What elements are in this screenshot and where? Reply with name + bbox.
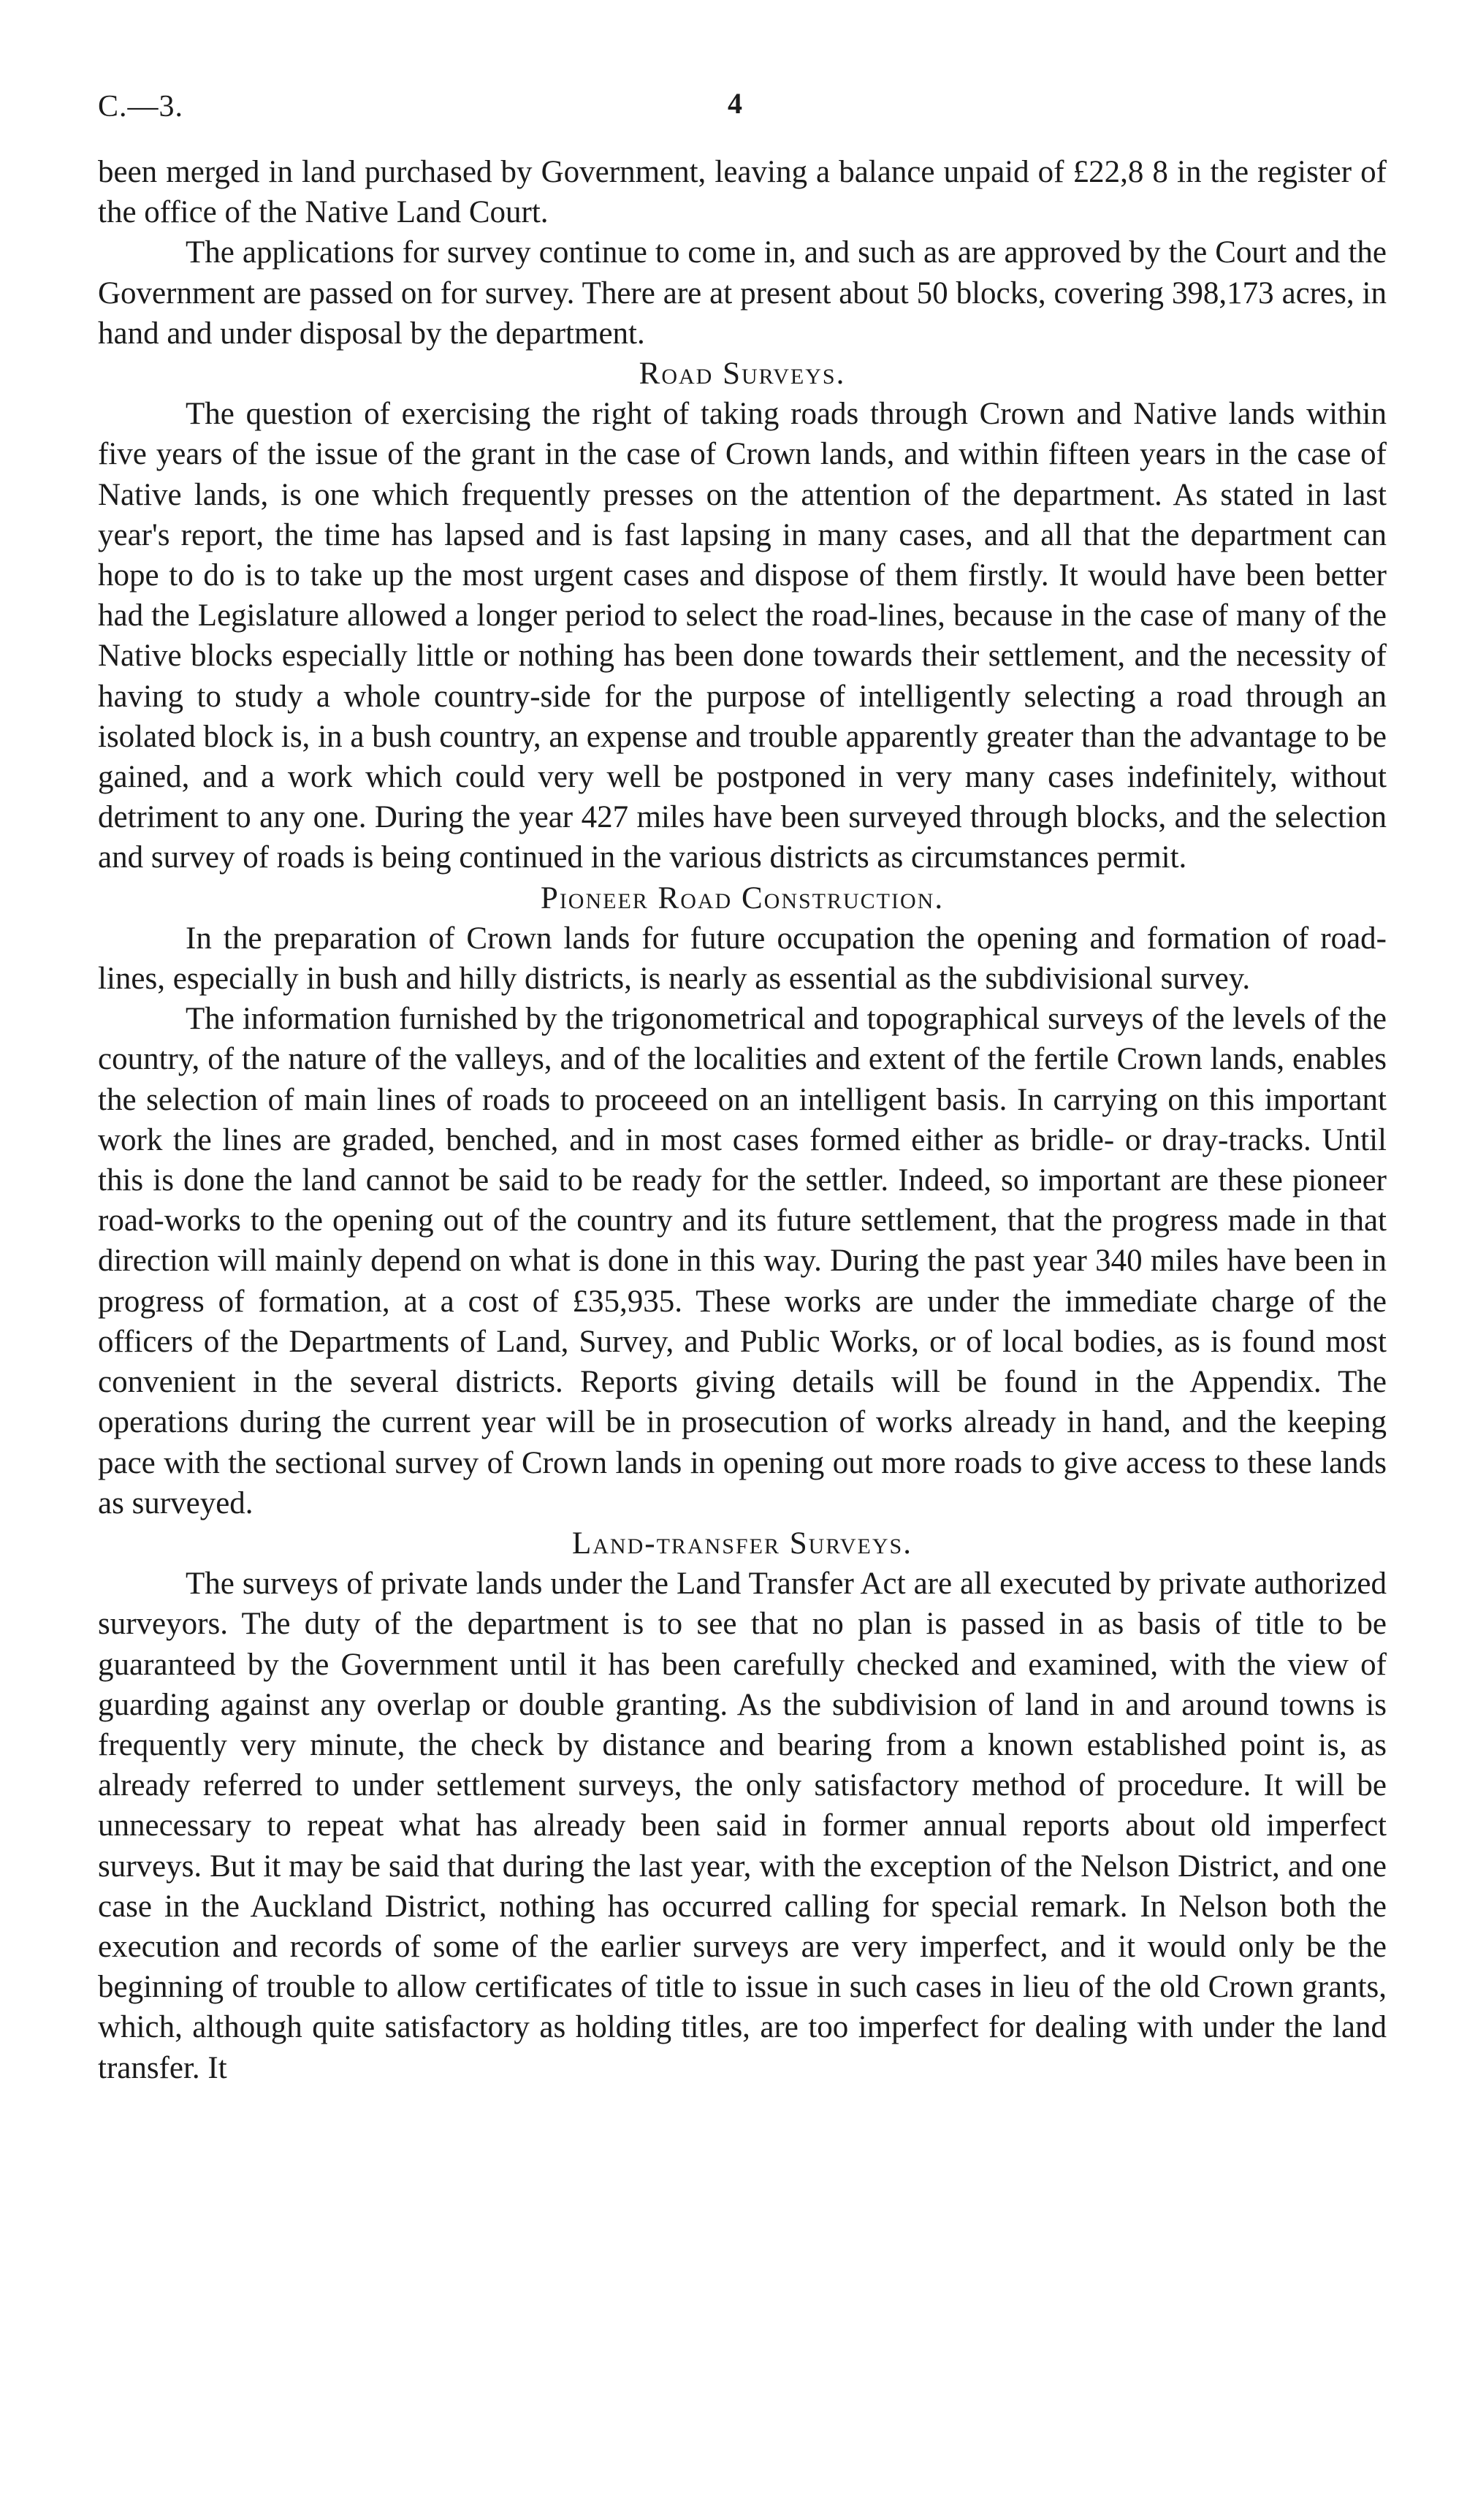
- document-page: [98, 86, 1387, 2088]
- page-header: [98, 86, 1387, 132]
- paragraph: The applications for survey continue to come in, and such as are approved by the Court and the Government are passed on for survey. There are at present about 50 blocks, covering 398,173 acres, in hand and under disposal by the department.: [98, 235, 1387, 351]
- section-heading: Road Surveys.: [639, 357, 846, 392]
- report-reference: C.—3.: [98, 90, 184, 123]
- paragraph: been merged in land purchased by Government, leaving a balance unpaid of £22,8 8 in the register of the office of the Native Land Court.: [98, 155, 1387, 230]
- section-heading: Pioneer Road Construction.: [540, 880, 945, 916]
- paragraph: The question of exercising the right of taking roads through Crown and Native lands within five years of the issue of the grant in the case of Crown lands, and within fifteen years in the case of Native lands, is one which frequently presses on the attention of the department. As stated in last year's report, the time has lapsed and is fast lapsing in many cases, and all that the department can hope to do is to take up the most urgent cases and dispose of them firstly. It would have been better had the Legislature allowed a longer period to select the road-lines, because in the case of many of the Native blocks especially little or nothing has been done towards their settlement, and the necessity of having to study a whole country-side for the purpose of intelligently selecting a road through an isolated block is, in a bush country, an expense and trouble apparently greater than the advantage to be gained, and a work which could very well be postponed in very many cases indefinitely, without detriment to any one. During the year 427 miles have been surveyed through blocks, and the selection and survey of roads is being continued in the various districts as circumstances permit.: [98, 397, 1387, 875]
- document-body: [98, 152, 1387, 2088]
- section-heading: Land-transfer Surveys.: [572, 1526, 912, 1561]
- paragraph: The surveys of private lands under the Land Transfer Act are all executed by private authorized surveyors. The duty of the department is to see that no plan is passed in as basis of title to be guaranteed by the Government until it has been carefully checked and examined, with the view of guarding against any overlap or double granting. As the subdivision of land in and around towns is frequently very minute, the check by distance and bearing from a known established point is, as already referred to under settlement surveys, the only satisfactory method of procedure. It will be unnecessary to repeat what has already been said in former annual reports about old imperfect surveys. But it may be said that during the last year, with the exception of the Nelson District, and one case in the Auckland District, nothing has occurred calling for special remark. In Nelson both the execution and records of some of the earlier surveys are very imperfect, and it would only be the beginning of trouble to allow certificates of title to issue in such cases in lieu of the old Crown grants, which, although quite satisfactory as holding titles, are too imperfect for dealing with under the land transfer. It: [98, 1567, 1387, 2085]
- paragraph: In the preparation of Crown lands for future occupation the opening and formation of road-lines, especially in bush and hilly districts, is nearly as essential as the subdivisional survey.: [98, 921, 1387, 997]
- paragraph: The information furnished by the trigonometrical and topographical surveys of the levels of the country, of the nature of the valleys, and of the localities and extent of the fertile Crown lands, enables the selection of main lines of roads to proceeed on an intelligent basis. In carrying on this important work the lines are graded, benched, and in most cases formed either as bridle- or dray-tracks. Until this is done the land cannot be said to be ready for the settler. Indeed, so important are these pioneer road-works to the opening out of the country and its future settlement, that the progress made in that direction will mainly depend on what is done in this way. During the past year 340 miles have been in progress of formation, at a cost of £35,935. These works are under the immediate charge of the officers of the Departments of Land, Survey, and Public Works, or of local bodies, as is found most convenient in the several districts. Reports giving details will be found in the Appendix. The operations during the current year will be in prosecution of works already in hand, and the keeping pace with the sectional survey of Crown lands in opening out more roads to give access to these lands as surveyed.: [98, 1002, 1387, 1520]
- page-number: 4: [728, 87, 742, 120]
